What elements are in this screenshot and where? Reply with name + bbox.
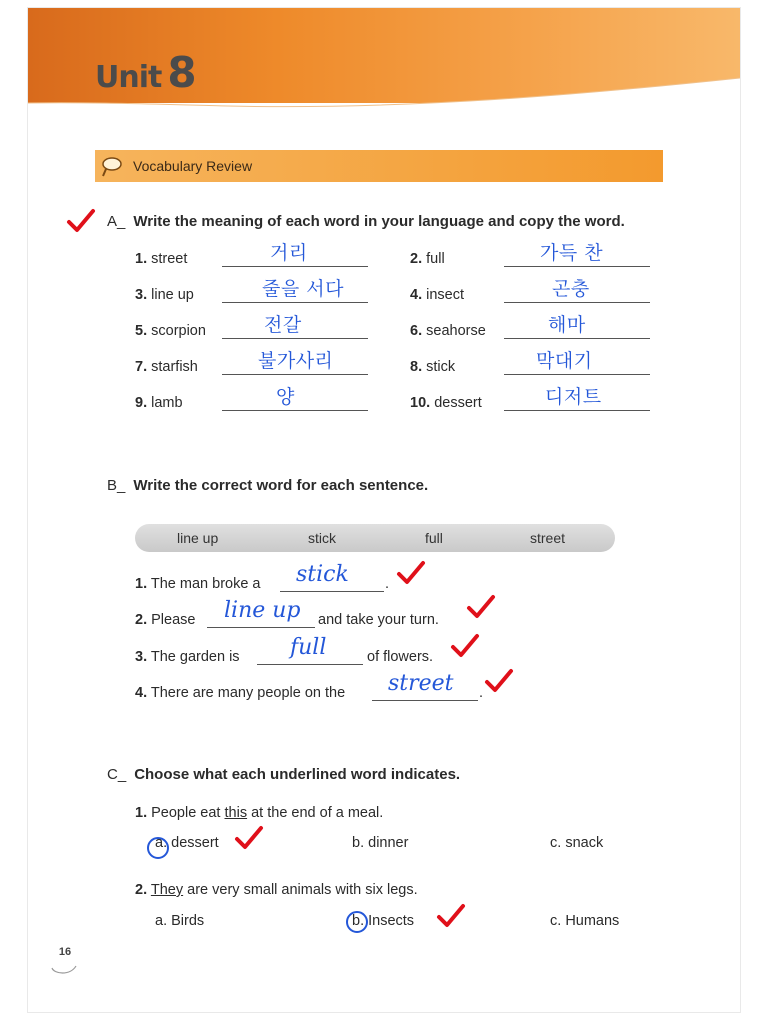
item-number: 1. [135, 576, 148, 592]
word-bank-item: full [425, 530, 443, 546]
handwritten-answer: line up [224, 598, 301, 623]
vocab-item [135, 323, 206, 339]
question-row [135, 882, 418, 898]
unit-word: Unit [95, 60, 162, 95]
item-number: 3. [135, 287, 148, 303]
answer-line [280, 591, 384, 592]
page-number: 16 [58, 946, 72, 958]
vocab-item [410, 287, 464, 303]
item-word: dessert [434, 395, 482, 411]
option-letter: a. [155, 913, 168, 929]
handwritten-answer: 곤충 [552, 278, 590, 300]
item-word: insect [426, 287, 465, 303]
option-letter: b. [352, 913, 365, 929]
item-word: scorpion [151, 323, 206, 339]
sentence-end: and take your turn. [318, 612, 439, 628]
answer-line [222, 410, 368, 411]
part-c-heading [107, 766, 460, 783]
part-b-heading [107, 477, 428, 494]
answer-line [504, 374, 650, 375]
answer-line [222, 302, 368, 303]
item-number: 7. [135, 359, 148, 375]
vocab-item [135, 251, 187, 267]
vocab-item [135, 395, 183, 411]
sentence-row [135, 685, 345, 701]
vocab-item [410, 323, 486, 339]
option-a[interactable] [155, 913, 204, 929]
question-text: at the end of a meal. [251, 805, 384, 821]
item-number: 1. [135, 251, 148, 267]
handwritten-answer: 디저트 [545, 386, 602, 408]
item-number: 5. [135, 323, 148, 339]
section-title: Vocabulary Review [133, 158, 253, 174]
option-b[interactable] [352, 913, 414, 929]
handwritten-answer: street [388, 671, 454, 696]
sentence-text: The garden is [150, 649, 240, 665]
word-bank-item: line up [177, 530, 219, 546]
handwritten-answer: stick [296, 562, 349, 587]
item-number: 2. [135, 882, 148, 898]
check-mark-icon [396, 560, 426, 586]
vocab-item [410, 359, 455, 375]
underlined-word: They [150, 882, 184, 898]
option-c[interactable] [550, 835, 603, 851]
option-text: snack [565, 835, 604, 851]
handwritten-answer: 막대기 [536, 350, 593, 372]
check-mark-icon [466, 594, 496, 620]
vocab-item [135, 359, 198, 375]
question-row [135, 805, 383, 821]
sentence-text: There are many people on the [150, 685, 346, 701]
underlined-word: this [224, 805, 248, 821]
option-letter: a. [155, 835, 168, 851]
handwritten-answer: full [290, 635, 327, 660]
answer-line [504, 410, 650, 411]
item-word: seahorse [426, 323, 486, 339]
item-word: line up [151, 287, 194, 303]
handwritten-answer: 줄을 서다 [262, 278, 344, 300]
option-letter: c. [550, 913, 562, 929]
item-number: 3. [135, 649, 148, 665]
option-letter: c. [550, 835, 562, 851]
part-c-tag: C_ [107, 766, 127, 783]
check-mark-icon [436, 903, 466, 929]
handwritten-answer: 불가사리 [258, 350, 334, 372]
part-b-instruction: Write the correct word for each sentence. [133, 477, 429, 494]
vocab-item [135, 287, 194, 303]
question-text: People eat [151, 805, 221, 821]
magnifier-icon [101, 156, 123, 178]
sentence-end: of flowers. [367, 649, 434, 665]
option-c[interactable] [550, 913, 619, 929]
answer-line [207, 627, 315, 628]
unit-title [95, 48, 196, 97]
item-number: 9. [135, 395, 148, 411]
answer-line [257, 664, 363, 665]
item-word: full [426, 251, 445, 267]
answer-line [372, 700, 478, 701]
item-word: lamb [151, 395, 183, 411]
handwritten-answer: 양 [276, 386, 295, 408]
item-number: 8. [410, 359, 423, 375]
handwritten-answer: 전갈 [264, 314, 302, 336]
handwritten-answer: 거리 [270, 242, 308, 264]
word-bank-item: stick [308, 530, 336, 546]
item-number: 2. [135, 612, 148, 628]
sentence-row [135, 649, 240, 665]
sentence-row [135, 576, 261, 592]
option-text: Insects [368, 913, 415, 929]
item-word: stick [426, 359, 456, 375]
answer-line [504, 266, 650, 267]
handwritten-answer: 해마 [548, 314, 586, 336]
item-number: 4. [410, 287, 423, 303]
vocab-item [410, 395, 482, 411]
part-a-instruction: Write the meaning of each word in your language and copy the word. [133, 213, 625, 230]
option-text: Humans [565, 913, 620, 929]
answer-line [222, 338, 368, 339]
check-mark-icon [484, 668, 514, 694]
sentence-row [135, 612, 195, 628]
answer-line [222, 266, 368, 267]
word-bank-item: street [530, 530, 566, 546]
check-mark-icon [66, 208, 96, 234]
answer-line [222, 374, 368, 375]
item-number: 6. [410, 323, 423, 339]
word-bank [135, 524, 615, 552]
sentence-text: Please [151, 612, 196, 628]
handwritten-answer: 가득 찬 [540, 242, 604, 264]
vocab-item [410, 251, 445, 267]
section-header [95, 150, 663, 182]
question-text: are very small animals with six legs. [187, 882, 418, 898]
unit-number: 8 [167, 48, 196, 97]
check-mark-icon [450, 633, 480, 659]
item-word: street [151, 251, 188, 267]
item-number: 10. [410, 395, 431, 411]
item-number: 4. [135, 685, 148, 701]
sentence-end: . [385, 576, 390, 592]
item-number: 1. [135, 805, 148, 821]
part-c-instruction: Choose what each underlined word indicates. [134, 766, 461, 783]
part-a-tag: A_ [107, 213, 126, 230]
check-mark-icon [234, 825, 264, 851]
answer-line [504, 302, 650, 303]
option-a[interactable] [155, 835, 219, 851]
part-b-tag: B_ [107, 477, 126, 494]
option-text: dinner [368, 835, 409, 851]
item-word: starfish [151, 359, 198, 375]
item-number: 2. [410, 251, 423, 267]
option-b[interactable] [352, 835, 408, 851]
answer-line [504, 338, 650, 339]
sentence-end: . [479, 685, 484, 701]
option-letter: b. [352, 835, 365, 851]
option-text: Birds [171, 913, 205, 929]
part-a-heading [107, 213, 625, 230]
option-text: dessert [171, 835, 219, 851]
sentence-text: The man broke a [150, 576, 261, 592]
